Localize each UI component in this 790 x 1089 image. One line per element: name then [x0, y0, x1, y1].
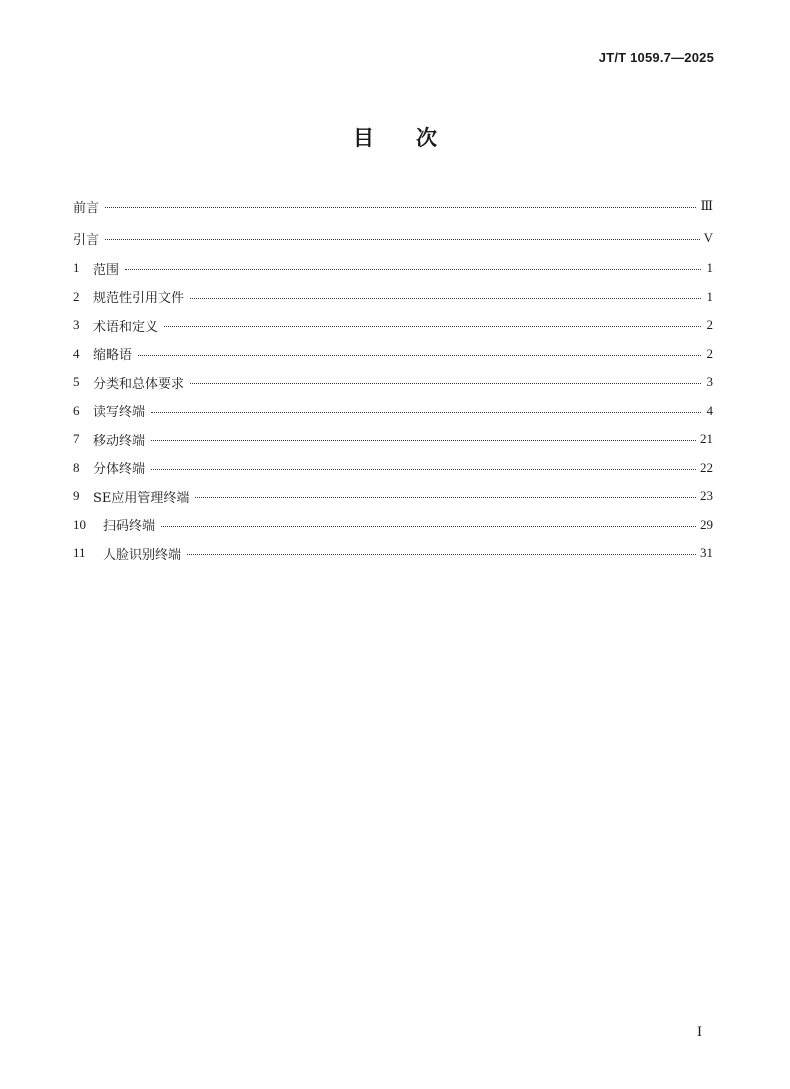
dot-leader — [190, 383, 701, 384]
toc-entry-number: 9 — [73, 488, 80, 504]
toc-entry-number: 10 — [73, 516, 86, 532]
toc-entry-page: 21 — [700, 431, 713, 447]
page-number: I — [697, 1024, 702, 1040]
toc-entry-label: 术语和定义 — [93, 319, 159, 335]
toc-entry[interactable] — [73, 482, 713, 511]
toc-entry-number: 3 — [73, 317, 80, 333]
toc-entry-page: 1 — [706, 260, 713, 276]
toc-entry-page: 3 — [706, 374, 713, 390]
toc-entry-label: 人脸识别终端 — [103, 547, 182, 563]
dot-leader — [105, 207, 696, 208]
toc-entry-number: 4 — [73, 345, 80, 361]
toc-entry-label: SE应用管理终端 — [93, 490, 190, 506]
toc-entry-page: V — [703, 230, 713, 245]
dot-leader — [161, 526, 696, 527]
dot-leader — [164, 326, 701, 327]
toc-entry-label: 读写终端 — [93, 405, 146, 421]
dot-leader — [151, 440, 696, 441]
toc-entry-page: 1 — [706, 288, 713, 304]
dot-leader — [195, 497, 696, 498]
dot-leader — [138, 355, 701, 356]
toc-entry-page: 23 — [700, 488, 713, 504]
toc-entry-number: 2 — [73, 288, 80, 304]
toc-entry-label: 缩略语 — [93, 348, 133, 364]
toc-entry[interactable] — [73, 340, 713, 369]
toc-entry-label: 分类和总体要求 — [93, 376, 185, 392]
dot-leader — [187, 554, 696, 555]
toc-entry[interactable] — [73, 283, 713, 312]
toc-entry-label: 扫码终端 — [103, 519, 156, 535]
toc-entry-page: 31 — [700, 545, 713, 561]
toc-entry-label: 规范性引用文件 — [93, 291, 185, 307]
toc-entry-preface[interactable] — [73, 190, 713, 222]
toc-entry-page: 2 — [706, 345, 713, 361]
toc-entry[interactable] — [73, 254, 713, 283]
toc-entry-page: Ⅲ — [700, 198, 713, 213]
toc-entry-page: 29 — [700, 516, 713, 532]
toc-entry-page: 22 — [700, 459, 713, 475]
toc-entry-number: 8 — [73, 459, 80, 475]
toc-entry-label: 分体终端 — [93, 462, 146, 478]
toc-entry[interactable] — [73, 425, 713, 454]
toc-entry-number: 7 — [73, 431, 80, 447]
dot-leader — [125, 269, 701, 270]
toc-entry-page: 4 — [706, 402, 713, 418]
toc-entry-number: 11 — [73, 545, 86, 561]
toc-entry-number: 5 — [73, 374, 80, 390]
toc-entry[interactable] — [73, 511, 713, 540]
toc-entry-introduction[interactable] — [73, 222, 713, 254]
toc-entry[interactable] — [73, 397, 713, 426]
toc-entry[interactable] — [73, 454, 713, 483]
toc-entry-label: 引言 — [73, 232, 100, 248]
page-title — [0, 122, 790, 152]
toc-entry-label: 前言 — [73, 200, 100, 216]
toc-entry-label: 移动终端 — [93, 433, 146, 449]
toc-entry-label: 范围 — [93, 262, 120, 278]
table-of-contents — [73, 190, 713, 568]
toc-entry-page: 2 — [706, 317, 713, 333]
standard-code: JT/T 1059.7—2025 — [598, 50, 714, 65]
toc-entry-number: 1 — [73, 260, 80, 276]
toc-entry-number: 6 — [73, 402, 80, 418]
toc-entry[interactable] — [73, 368, 713, 397]
toc-entry[interactable] — [73, 539, 713, 568]
dot-leader — [105, 239, 700, 240]
title-char-2: 次 — [416, 126, 437, 150]
dot-leader — [151, 412, 701, 413]
dot-leader — [190, 298, 701, 299]
title-char-1: 目 — [353, 126, 374, 150]
toc-entry[interactable] — [73, 311, 713, 340]
dot-leader — [151, 469, 696, 470]
